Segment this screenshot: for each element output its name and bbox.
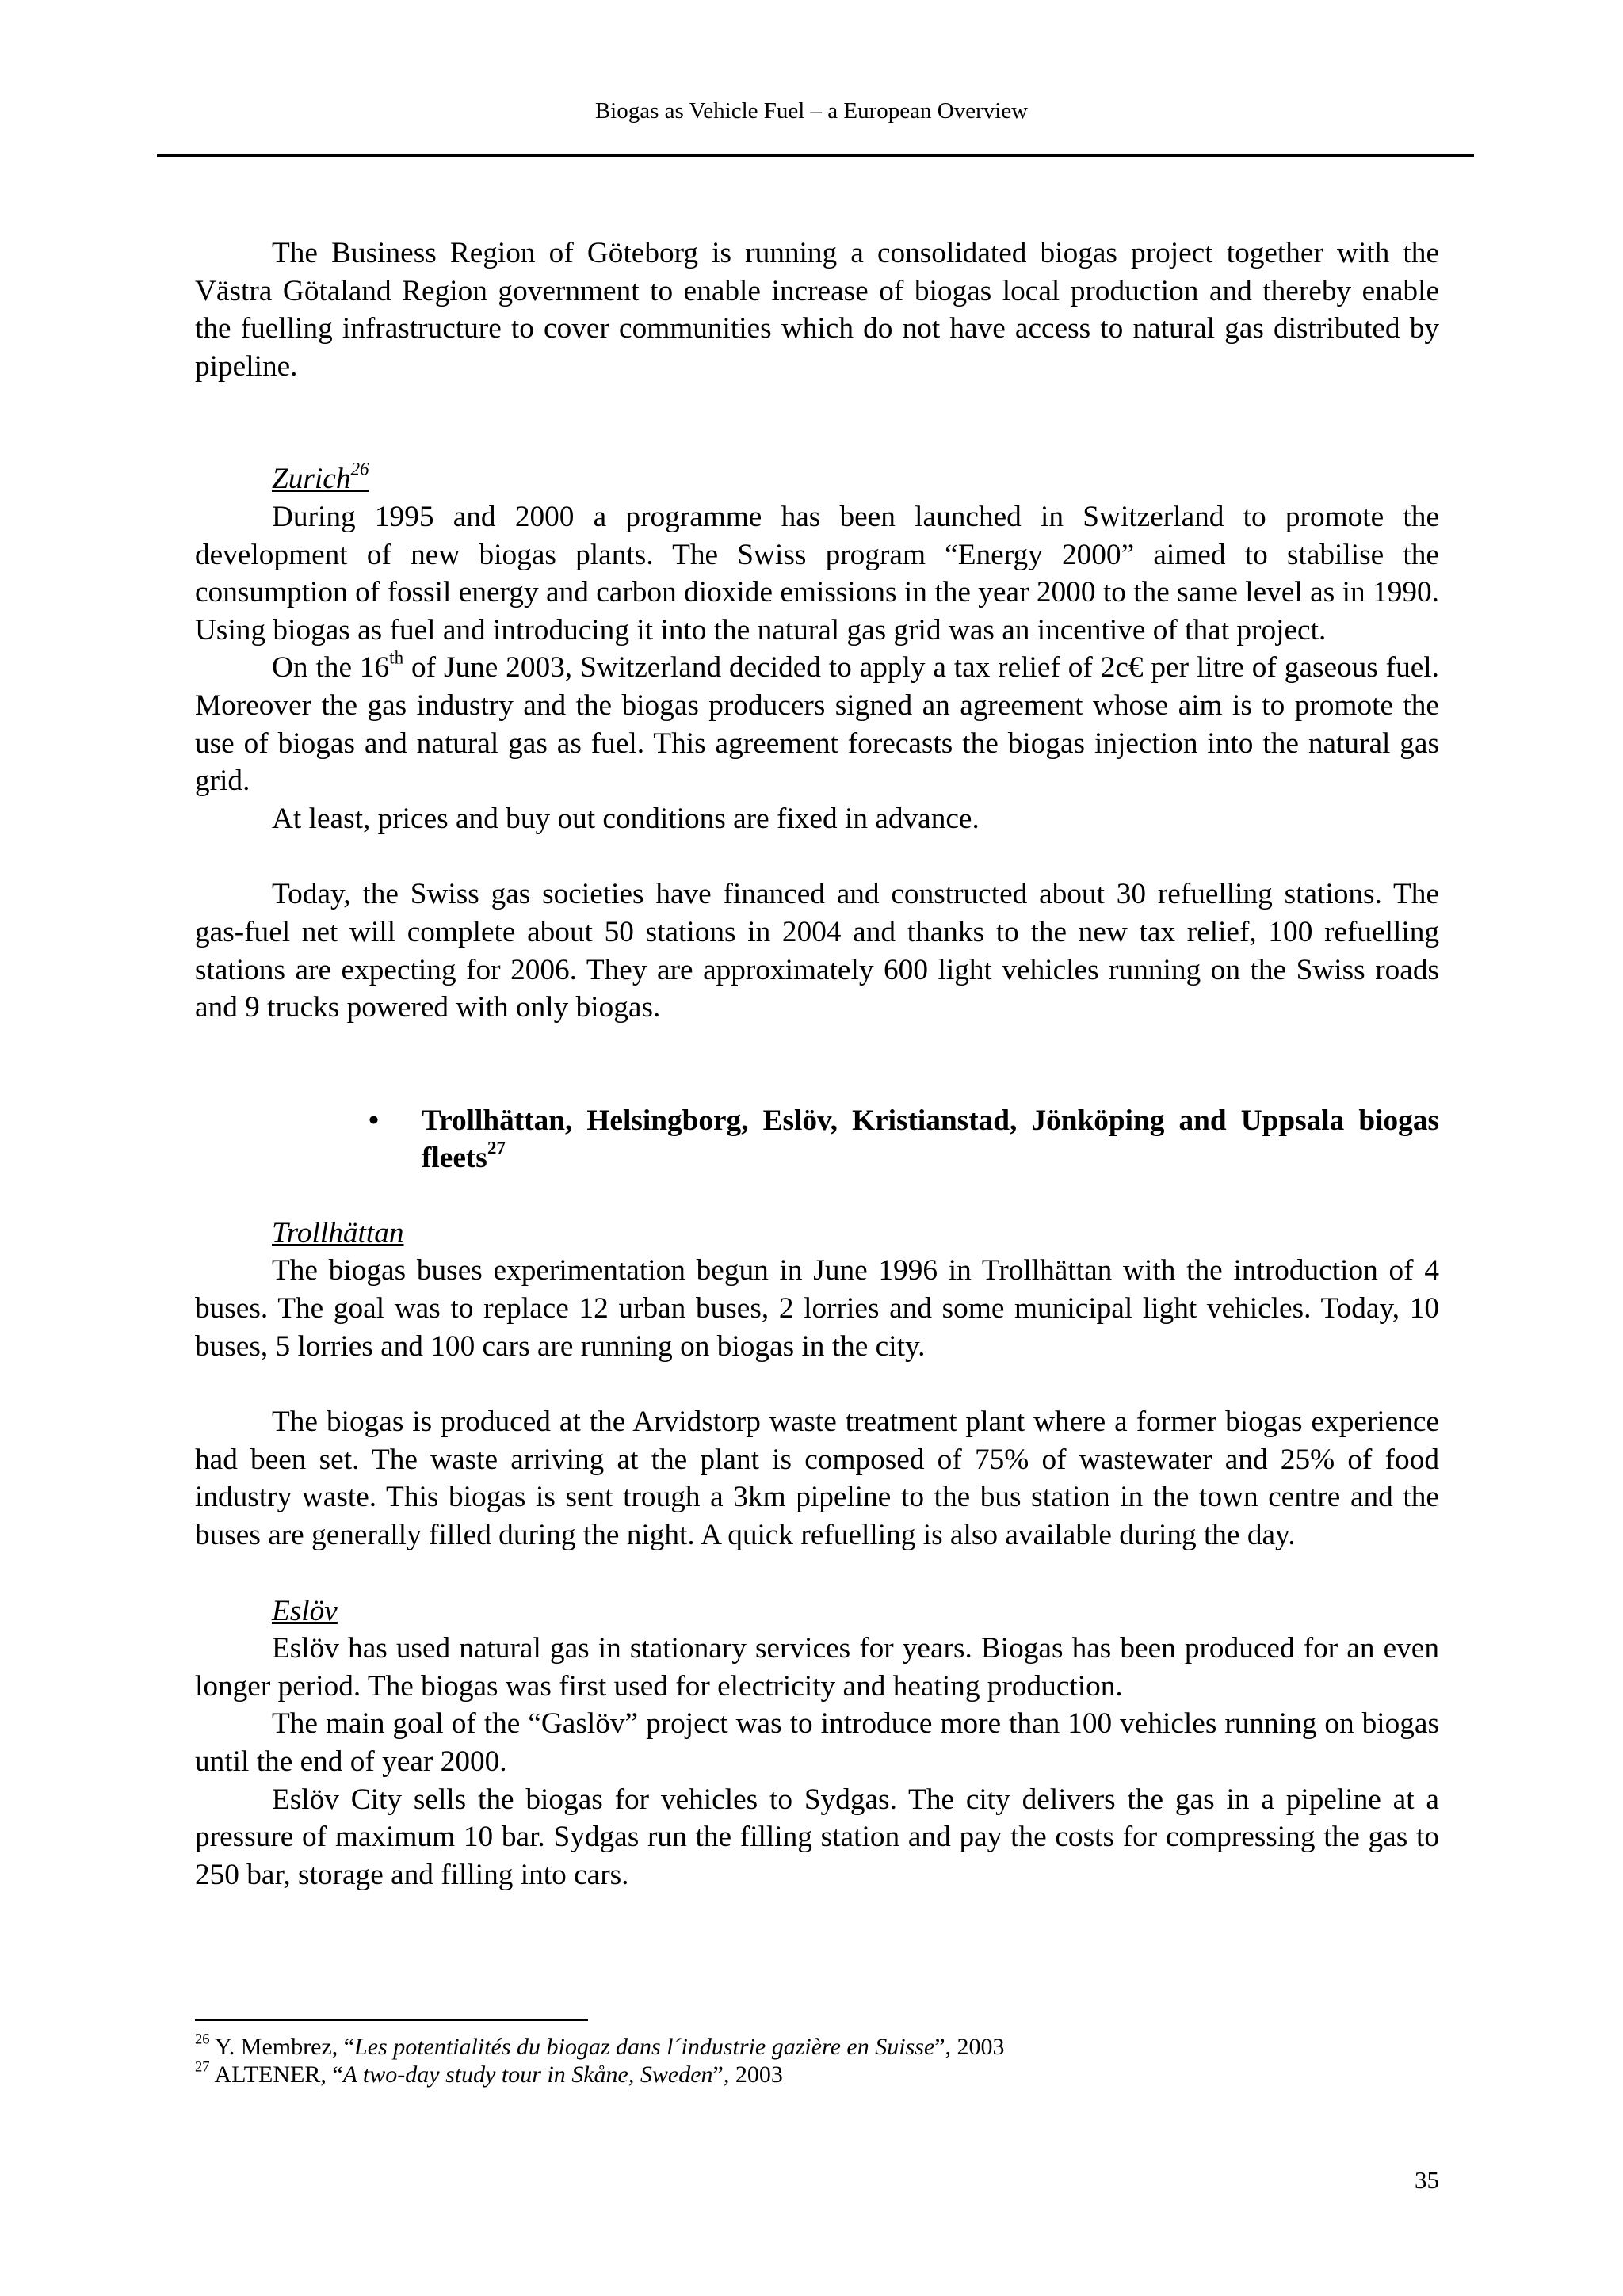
paragraph: During 1995 and 2000 a programme has been launched in Switzerland to promote the development of new biogas plants. The Swiss program “Energy 2000” aimed to stabilise the consumption of fossil energy and carbon dioxide emissions in the year 2000 to the same level as in 1990. Using biogas as fuel and introducing it into the natural gas grid was an incentive of that project. [195,500,1439,646]
footnote-ref[interactable]: 27 [487,1138,506,1159]
paragraph: Eslöv has used natural gas in stationary services for years. Biogas has been produced for an even longer period. The biogas was first used for electricity and heating production. [195,1632,1439,1703]
paragraph: At least, prices and buy out conditions are fixed in advance. [272,802,980,835]
section-heading-zurich [195,460,1439,498]
footnote [195,2033,1439,2061]
footnote-text: ”, 2003 [934,2034,1005,2060]
main-content [195,235,1439,1894]
footnote-separator [195,2019,588,2021]
paragraph: The main goal of the “Gaslöv” project was to introduce more than 100 vehicles running on biogas until the end of year 2000. [195,1707,1439,1778]
section-heading-eslov: Eslöv [272,1594,338,1627]
paragraph [195,649,1439,799]
bullet-heading-text [422,1102,1439,1177]
paragraph: Today, the Swiss gas societies have financed and constructed about 30 refuelling stations. The gas-fuel net will complete about 50 stations in 2004 and thanks to the new tax relief, 100 refuelling stations are expecting for 2006. They are approximately 600 light vehicles running on the Swiss roads and 9 trucks powered with only biogas. [195,878,1439,1024]
section-heading-trollhattan: Trollhättan [272,1216,404,1249]
footnote-text: ALTENER, “ [209,2061,343,2088]
footnotes [195,2033,1439,2088]
footnote-ref[interactable]: 26 [350,459,369,480]
intro-paragraph: The Business Region of Göteborg is running a consolidated biogas project together with the Västra Götaland Region government to enable increase of biogas local production and thereby enable the fuelling infrastructure to cover communities which do not have access to natural gas distributed by pipeline. [195,237,1439,383]
footnote-text: Y. Membrez, “ [209,2034,355,2060]
page-number: 35 [1415,2166,1439,2194]
bullet-text: Trollhättan, Helsingborg, Eslöv, Kristianstad, Jönköping and Uppsala biogas fleets [422,1104,1439,1175]
text-span: of June 2003, Switzerland decided to apply a tax relief of 2c€ per litre of gaseous fuel. Moreover the gas industry and the biogas producers signed an agreement whose aim is to promote the use of biogas and natural gas as fuel. This agreement forecasts the biogas injection into the natural gas grid. [195,651,1439,798]
footnote-text: ”, 2003 [712,2061,783,2088]
footnote-title: Les potentialités du biogaz dans l´industrie gazière en Suisse [354,2034,935,2060]
text-span: On the 16 [272,651,390,685]
ordinal-suffix: th [389,647,404,669]
paragraph: The biogas is produced at the Arvidstorp waste treatment plant where a former biogas experience had been set. The waste arriving at the plant is composed of 75% of wastewater and 25% of food industry waste. This biogas is sent trough a 3km pipeline to the bus station in the town centre and the buses are generally filled during the night. A quick refuelling is also available during the day. [195,1405,1439,1552]
footnote-title: A two-day study tour in Skåne, Sweden [342,2061,713,2088]
bullet-heading [195,1102,1439,1177]
footnote [195,2058,1439,2088]
header-rule [157,154,1474,157]
running-header: Biogas as Vehicle Fuel – a European Overview [594,98,1029,124]
footnote-number: 27 [195,2058,210,2076]
section-heading-text: Zurich [272,463,351,496]
bullet-icon: • [369,1104,380,1137]
paragraph: Eslöv City sells the biogas for vehicles to Sydgas. The city delivers the gas in a pipeline at a pressure of maximum 10 bar. Sydgas run the filling station and pay the costs for compressing the gas to 250 bar, storage and filling into cars. [195,1783,1439,1891]
footnote-number: 26 [195,2031,210,2048]
paragraph: The biogas buses experimentation begun in June 1996 in Trollhättan with the introduction of 4 buses. The goal was to replace 12 urban buses, 2 lorries and some municipal light vehicles. Today, 10 buses, 5 lorries and 100 cars are running on biogas in the city. [195,1254,1439,1363]
